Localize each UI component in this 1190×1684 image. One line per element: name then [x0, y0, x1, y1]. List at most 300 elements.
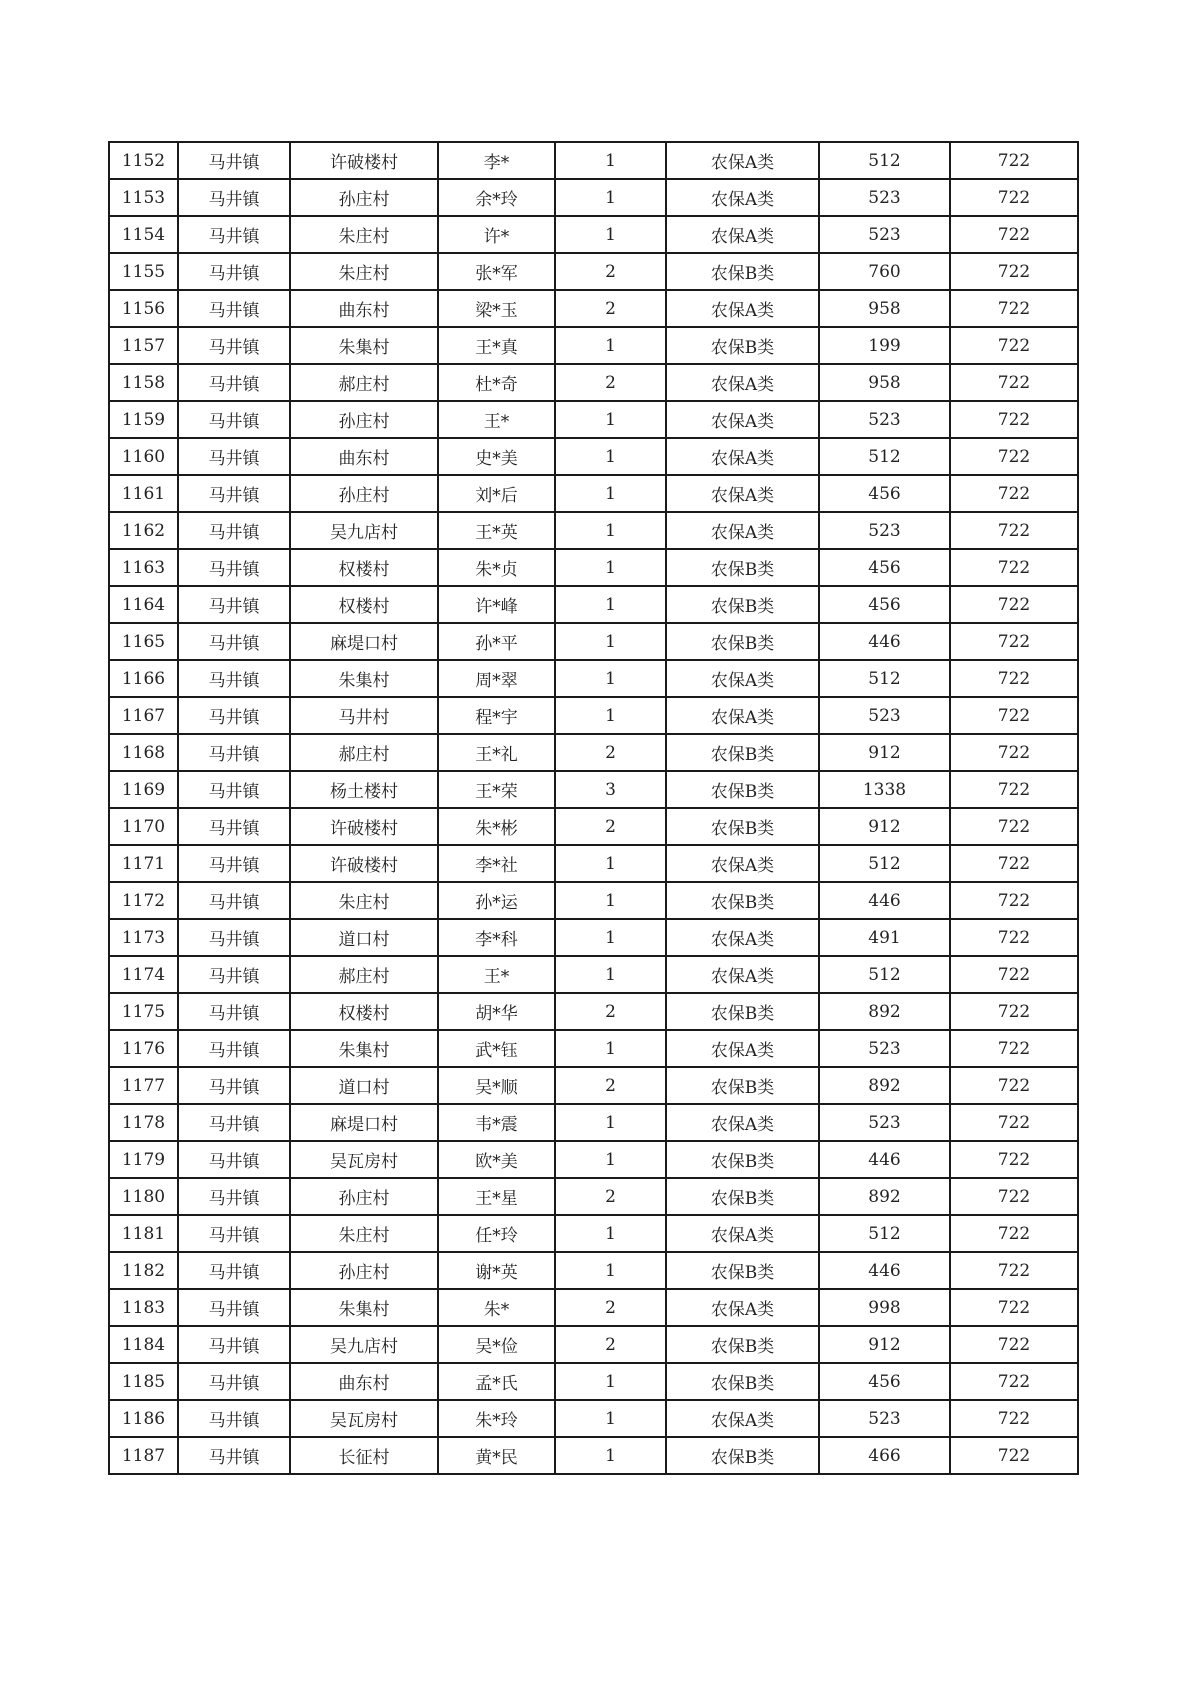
- name-cell: 胡*华: [438, 993, 555, 1030]
- standard-cell: 722: [950, 549, 1078, 586]
- serial-number-cell: 1175: [109, 993, 178, 1030]
- category-cell: 农保A类: [666, 1289, 819, 1326]
- town-cell: 马井镇: [178, 1289, 290, 1326]
- table-row: [109, 808, 1078, 845]
- name-cell: 王*: [438, 401, 555, 438]
- table-row: [109, 438, 1078, 475]
- table-row: [109, 327, 1078, 364]
- name-cell: 朱*: [438, 1289, 555, 1326]
- standard-cell: 722: [950, 1178, 1078, 1215]
- amount-cell: 512: [819, 142, 950, 179]
- standard-cell: 722: [950, 1400, 1078, 1437]
- town-cell: 马井镇: [178, 882, 290, 919]
- category-cell: 农保B类: [666, 1141, 819, 1178]
- amount-cell: 512: [819, 956, 950, 993]
- serial-number-cell: 1160: [109, 438, 178, 475]
- standard-cell: 722: [950, 1289, 1078, 1326]
- name-cell: 吴*顺: [438, 1067, 555, 1104]
- household-size-cell: 1: [555, 1104, 666, 1141]
- standard-cell: 722: [950, 586, 1078, 623]
- village-cell: 曲东村: [290, 438, 438, 475]
- amount-cell: 892: [819, 1067, 950, 1104]
- village-cell: 朱集村: [290, 327, 438, 364]
- town-cell: 马井镇: [178, 1437, 290, 1474]
- amount-cell: 892: [819, 1178, 950, 1215]
- village-cell: 郝庄村: [290, 956, 438, 993]
- category-cell: 农保A类: [666, 660, 819, 697]
- standard-cell: 722: [950, 142, 1078, 179]
- serial-number-cell: 1164: [109, 586, 178, 623]
- category-cell: 农保A类: [666, 290, 819, 327]
- serial-number-cell: 1152: [109, 142, 178, 179]
- household-size-cell: 2: [555, 1178, 666, 1215]
- name-cell: 张*军: [438, 253, 555, 290]
- name-cell: 许*峰: [438, 586, 555, 623]
- standard-cell: 722: [950, 1252, 1078, 1289]
- serial-number-cell: 1184: [109, 1326, 178, 1363]
- serial-number-cell: 1159: [109, 401, 178, 438]
- serial-number-cell: 1180: [109, 1178, 178, 1215]
- town-cell: 马井镇: [178, 1178, 290, 1215]
- household-size-cell: 2: [555, 808, 666, 845]
- category-cell: 农保B类: [666, 623, 819, 660]
- standard-cell: 722: [950, 216, 1078, 253]
- town-cell: 马井镇: [178, 1030, 290, 1067]
- category-cell: 农保B类: [666, 253, 819, 290]
- village-cell: 麻堤口村: [290, 1104, 438, 1141]
- village-cell: 孙庄村: [290, 401, 438, 438]
- standard-cell: 722: [950, 1104, 1078, 1141]
- serial-number-cell: 1161: [109, 475, 178, 512]
- standard-cell: 722: [950, 438, 1078, 475]
- household-size-cell: 1: [555, 919, 666, 956]
- table-row: [109, 586, 1078, 623]
- name-cell: 王*: [438, 956, 555, 993]
- standard-cell: 722: [950, 771, 1078, 808]
- town-cell: 马井镇: [178, 253, 290, 290]
- name-cell: 王*英: [438, 512, 555, 549]
- town-cell: 马井镇: [178, 142, 290, 179]
- amount-cell: 958: [819, 364, 950, 401]
- name-cell: 孟*氏: [438, 1363, 555, 1400]
- name-cell: 朱*玲: [438, 1400, 555, 1437]
- category-cell: 农保A类: [666, 1030, 819, 1067]
- category-cell: 农保A类: [666, 401, 819, 438]
- name-cell: 任*玲: [438, 1215, 555, 1252]
- serial-number-cell: 1179: [109, 1141, 178, 1178]
- town-cell: 马井镇: [178, 660, 290, 697]
- table-row: [109, 845, 1078, 882]
- amount-cell: 523: [819, 216, 950, 253]
- standard-cell: 722: [950, 290, 1078, 327]
- name-cell: 王*真: [438, 327, 555, 364]
- amount-cell: 456: [819, 1363, 950, 1400]
- serial-number-cell: 1171: [109, 845, 178, 882]
- category-cell: 农保A类: [666, 919, 819, 956]
- amount-cell: 912: [819, 734, 950, 771]
- household-size-cell: 2: [555, 993, 666, 1030]
- serial-number-cell: 1157: [109, 327, 178, 364]
- amount-cell: 523: [819, 512, 950, 549]
- category-cell: 农保A类: [666, 475, 819, 512]
- village-cell: 权楼村: [290, 993, 438, 1030]
- category-cell: 农保B类: [666, 1067, 819, 1104]
- serial-number-cell: 1158: [109, 364, 178, 401]
- amount-cell: 523: [819, 1104, 950, 1141]
- name-cell: 梁*玉: [438, 290, 555, 327]
- town-cell: 马井镇: [178, 586, 290, 623]
- village-cell: 朱庄村: [290, 882, 438, 919]
- name-cell: 孙*运: [438, 882, 555, 919]
- village-cell: 朱集村: [290, 1030, 438, 1067]
- town-cell: 马井镇: [178, 401, 290, 438]
- name-cell: 王*荣: [438, 771, 555, 808]
- serial-number-cell: 1154: [109, 216, 178, 253]
- table-row: [109, 1437, 1078, 1474]
- amount-cell: 466: [819, 1437, 950, 1474]
- household-size-cell: 1: [555, 660, 666, 697]
- amount-cell: 512: [819, 1215, 950, 1252]
- household-size-cell: 1: [555, 512, 666, 549]
- amount-cell: 912: [819, 808, 950, 845]
- village-cell: 吴瓦房村: [290, 1400, 438, 1437]
- amount-cell: 523: [819, 401, 950, 438]
- table-row: [109, 771, 1078, 808]
- table-row: [109, 1215, 1078, 1252]
- amount-cell: 958: [819, 290, 950, 327]
- village-cell: 朱集村: [290, 660, 438, 697]
- table-row: [109, 919, 1078, 956]
- amount-cell: 523: [819, 1030, 950, 1067]
- table-row: [109, 1104, 1078, 1141]
- household-size-cell: 1: [555, 1400, 666, 1437]
- amount-cell: 199: [819, 327, 950, 364]
- serial-number-cell: 1174: [109, 956, 178, 993]
- name-cell: 朱*贞: [438, 549, 555, 586]
- serial-number-cell: 1163: [109, 549, 178, 586]
- village-cell: 吴瓦房村: [290, 1141, 438, 1178]
- household-size-cell: 2: [555, 1067, 666, 1104]
- table-row: [109, 1178, 1078, 1215]
- village-cell: 许破楼村: [290, 845, 438, 882]
- serial-number-cell: 1168: [109, 734, 178, 771]
- table-row: [109, 179, 1078, 216]
- name-cell: 王*礼: [438, 734, 555, 771]
- household-size-cell: 1: [555, 179, 666, 216]
- table-row: [109, 364, 1078, 401]
- standard-cell: 722: [950, 919, 1078, 956]
- town-cell: 马井镇: [178, 512, 290, 549]
- category-cell: 农保A类: [666, 512, 819, 549]
- roster-table-body: [109, 142, 1078, 1474]
- household-size-cell: 1: [555, 623, 666, 660]
- serial-number-cell: 1166: [109, 660, 178, 697]
- serial-number-cell: 1182: [109, 1252, 178, 1289]
- village-cell: 权楼村: [290, 586, 438, 623]
- household-size-cell: 1: [555, 438, 666, 475]
- category-cell: 农保B类: [666, 882, 819, 919]
- table-row: [109, 401, 1078, 438]
- table-row: [109, 216, 1078, 253]
- amount-cell: 523: [819, 179, 950, 216]
- household-size-cell: 1: [555, 1437, 666, 1474]
- town-cell: 马井镇: [178, 179, 290, 216]
- name-cell: 武*钰: [438, 1030, 555, 1067]
- name-cell: 许*: [438, 216, 555, 253]
- household-size-cell: 1: [555, 697, 666, 734]
- town-cell: 马井镇: [178, 1363, 290, 1400]
- category-cell: 农保A类: [666, 216, 819, 253]
- standard-cell: 722: [950, 1326, 1078, 1363]
- category-cell: 农保B类: [666, 1252, 819, 1289]
- table-row: [109, 697, 1078, 734]
- table-row: [109, 512, 1078, 549]
- amount-cell: 456: [819, 475, 950, 512]
- household-size-cell: 1: [555, 1252, 666, 1289]
- serial-number-cell: 1169: [109, 771, 178, 808]
- town-cell: 马井镇: [178, 327, 290, 364]
- amount-cell: 456: [819, 586, 950, 623]
- village-cell: 吴九店村: [290, 1326, 438, 1363]
- table-row: [109, 549, 1078, 586]
- serial-number-cell: 1178: [109, 1104, 178, 1141]
- serial-number-cell: 1165: [109, 623, 178, 660]
- category-cell: 农保A类: [666, 364, 819, 401]
- town-cell: 马井镇: [178, 845, 290, 882]
- serial-number-cell: 1185: [109, 1363, 178, 1400]
- village-cell: 朱庄村: [290, 253, 438, 290]
- category-cell: 农保B类: [666, 1437, 819, 1474]
- serial-number-cell: 1170: [109, 808, 178, 845]
- category-cell: 农保B类: [666, 734, 819, 771]
- category-cell: 农保B类: [666, 1363, 819, 1400]
- amount-cell: 523: [819, 1400, 950, 1437]
- amount-cell: 446: [819, 623, 950, 660]
- town-cell: 马井镇: [178, 919, 290, 956]
- household-size-cell: 2: [555, 364, 666, 401]
- name-cell: 王*星: [438, 1178, 555, 1215]
- standard-cell: 722: [950, 364, 1078, 401]
- category-cell: 农保A类: [666, 1104, 819, 1141]
- category-cell: 农保A类: [666, 438, 819, 475]
- town-cell: 马井镇: [178, 1067, 290, 1104]
- village-cell: 郝庄村: [290, 734, 438, 771]
- name-cell: 杜*奇: [438, 364, 555, 401]
- standard-cell: 722: [950, 327, 1078, 364]
- name-cell: 刘*后: [438, 475, 555, 512]
- amount-cell: 446: [819, 882, 950, 919]
- table-row: [109, 475, 1078, 512]
- town-cell: 马井镇: [178, 1400, 290, 1437]
- serial-number-cell: 1181: [109, 1215, 178, 1252]
- village-cell: 麻堤口村: [290, 623, 438, 660]
- standard-cell: 722: [950, 1363, 1078, 1400]
- category-cell: 农保A类: [666, 1215, 819, 1252]
- town-cell: 马井镇: [178, 475, 290, 512]
- category-cell: 农保B类: [666, 771, 819, 808]
- amount-cell: 512: [819, 660, 950, 697]
- village-cell: 长征村: [290, 1437, 438, 1474]
- standard-cell: 722: [950, 808, 1078, 845]
- town-cell: 马井镇: [178, 1215, 290, 1252]
- village-cell: 吴九店村: [290, 512, 438, 549]
- standard-cell: 722: [950, 1437, 1078, 1474]
- standard-cell: 722: [950, 956, 1078, 993]
- name-cell: 李*社: [438, 845, 555, 882]
- town-cell: 马井镇: [178, 364, 290, 401]
- standard-cell: 722: [950, 1141, 1078, 1178]
- household-size-cell: 2: [555, 253, 666, 290]
- name-cell: 欧*美: [438, 1141, 555, 1178]
- table-row: [109, 1400, 1078, 1437]
- category-cell: 农保B类: [666, 993, 819, 1030]
- town-cell: 马井镇: [178, 1104, 290, 1141]
- table-row: [109, 1289, 1078, 1326]
- village-cell: 朱庄村: [290, 216, 438, 253]
- village-cell: 马井村: [290, 697, 438, 734]
- serial-number-cell: 1162: [109, 512, 178, 549]
- table-row: [109, 290, 1078, 327]
- category-cell: 农保A类: [666, 179, 819, 216]
- household-size-cell: 2: [555, 290, 666, 327]
- category-cell: 农保A类: [666, 956, 819, 993]
- amount-cell: 512: [819, 438, 950, 475]
- town-cell: 马井镇: [178, 956, 290, 993]
- serial-number-cell: 1177: [109, 1067, 178, 1104]
- name-cell: 程*宇: [438, 697, 555, 734]
- town-cell: 马井镇: [178, 549, 290, 586]
- serial-number-cell: 1183: [109, 1289, 178, 1326]
- town-cell: 马井镇: [178, 290, 290, 327]
- household-size-cell: 1: [555, 1030, 666, 1067]
- table-row: [109, 253, 1078, 290]
- village-cell: 孙庄村: [290, 179, 438, 216]
- serial-number-cell: 1186: [109, 1400, 178, 1437]
- town-cell: 马井镇: [178, 623, 290, 660]
- table-row: [109, 956, 1078, 993]
- serial-number-cell: 1187: [109, 1437, 178, 1474]
- standard-cell: 722: [950, 475, 1078, 512]
- amount-cell: 446: [819, 1141, 950, 1178]
- household-size-cell: 1: [555, 327, 666, 364]
- village-cell: 道口村: [290, 919, 438, 956]
- standard-cell: 722: [950, 734, 1078, 771]
- name-cell: 孙*平: [438, 623, 555, 660]
- standard-cell: 722: [950, 697, 1078, 734]
- amount-cell: 491: [819, 919, 950, 956]
- standard-cell: 722: [950, 993, 1078, 1030]
- standard-cell: 722: [950, 882, 1078, 919]
- amount-cell: 512: [819, 845, 950, 882]
- household-size-cell: 2: [555, 734, 666, 771]
- roster-table: [108, 141, 1079, 1475]
- category-cell: 农保A类: [666, 142, 819, 179]
- category-cell: 农保B类: [666, 586, 819, 623]
- town-cell: 马井镇: [178, 697, 290, 734]
- household-size-cell: 1: [555, 1363, 666, 1400]
- household-size-cell: 1: [555, 882, 666, 919]
- category-cell: 农保B类: [666, 1178, 819, 1215]
- village-cell: 孙庄村: [290, 1252, 438, 1289]
- household-size-cell: 1: [555, 142, 666, 179]
- amount-cell: 892: [819, 993, 950, 1030]
- household-size-cell: 1: [555, 549, 666, 586]
- name-cell: 余*玲: [438, 179, 555, 216]
- amount-cell: 523: [819, 697, 950, 734]
- household-size-cell: 2: [555, 1289, 666, 1326]
- name-cell: 李*科: [438, 919, 555, 956]
- name-cell: 黄*民: [438, 1437, 555, 1474]
- household-size-cell: 1: [555, 401, 666, 438]
- town-cell: 马井镇: [178, 1141, 290, 1178]
- category-cell: 农保A类: [666, 1400, 819, 1437]
- town-cell: 马井镇: [178, 771, 290, 808]
- standard-cell: 722: [950, 660, 1078, 697]
- amount-cell: 760: [819, 253, 950, 290]
- village-cell: 朱庄村: [290, 1215, 438, 1252]
- village-cell: 曲东村: [290, 290, 438, 327]
- serial-number-cell: 1153: [109, 179, 178, 216]
- town-cell: 马井镇: [178, 1326, 290, 1363]
- village-cell: 权楼村: [290, 549, 438, 586]
- household-size-cell: 1: [555, 1215, 666, 1252]
- household-size-cell: 2: [555, 1326, 666, 1363]
- standard-cell: 722: [950, 1215, 1078, 1252]
- category-cell: 农保B类: [666, 1326, 819, 1363]
- category-cell: 农保B类: [666, 549, 819, 586]
- amount-cell: 446: [819, 1252, 950, 1289]
- table-row: [109, 142, 1078, 179]
- village-cell: 郝庄村: [290, 364, 438, 401]
- table-row: [109, 1030, 1078, 1067]
- town-cell: 马井镇: [178, 808, 290, 845]
- table-row: [109, 623, 1078, 660]
- name-cell: 周*翠: [438, 660, 555, 697]
- standard-cell: 722: [950, 253, 1078, 290]
- village-cell: 杨土楼村: [290, 771, 438, 808]
- standard-cell: 722: [950, 1030, 1078, 1067]
- category-cell: 农保A类: [666, 845, 819, 882]
- name-cell: 李*: [438, 142, 555, 179]
- village-cell: 朱集村: [290, 1289, 438, 1326]
- household-size-cell: 1: [555, 475, 666, 512]
- village-cell: 曲东村: [290, 1363, 438, 1400]
- village-cell: 许破楼村: [290, 808, 438, 845]
- name-cell: 谢*英: [438, 1252, 555, 1289]
- name-cell: 吴*俭: [438, 1326, 555, 1363]
- name-cell: 朱*彬: [438, 808, 555, 845]
- village-cell: 道口村: [290, 1067, 438, 1104]
- table-row: [109, 1067, 1078, 1104]
- village-cell: 孙庄村: [290, 1178, 438, 1215]
- category-cell: 农保B类: [666, 327, 819, 364]
- household-size-cell: 3: [555, 771, 666, 808]
- table-row: [109, 1326, 1078, 1363]
- town-cell: 马井镇: [178, 438, 290, 475]
- standard-cell: 722: [950, 401, 1078, 438]
- serial-number-cell: 1173: [109, 919, 178, 956]
- serial-number-cell: 1156: [109, 290, 178, 327]
- amount-cell: 456: [819, 549, 950, 586]
- serial-number-cell: 1176: [109, 1030, 178, 1067]
- table-row: [109, 734, 1078, 771]
- amount-cell: 998: [819, 1289, 950, 1326]
- village-cell: 孙庄村: [290, 475, 438, 512]
- table-row: [109, 993, 1078, 1030]
- table-row: [109, 1141, 1078, 1178]
- standard-cell: 722: [950, 179, 1078, 216]
- town-cell: 马井镇: [178, 216, 290, 253]
